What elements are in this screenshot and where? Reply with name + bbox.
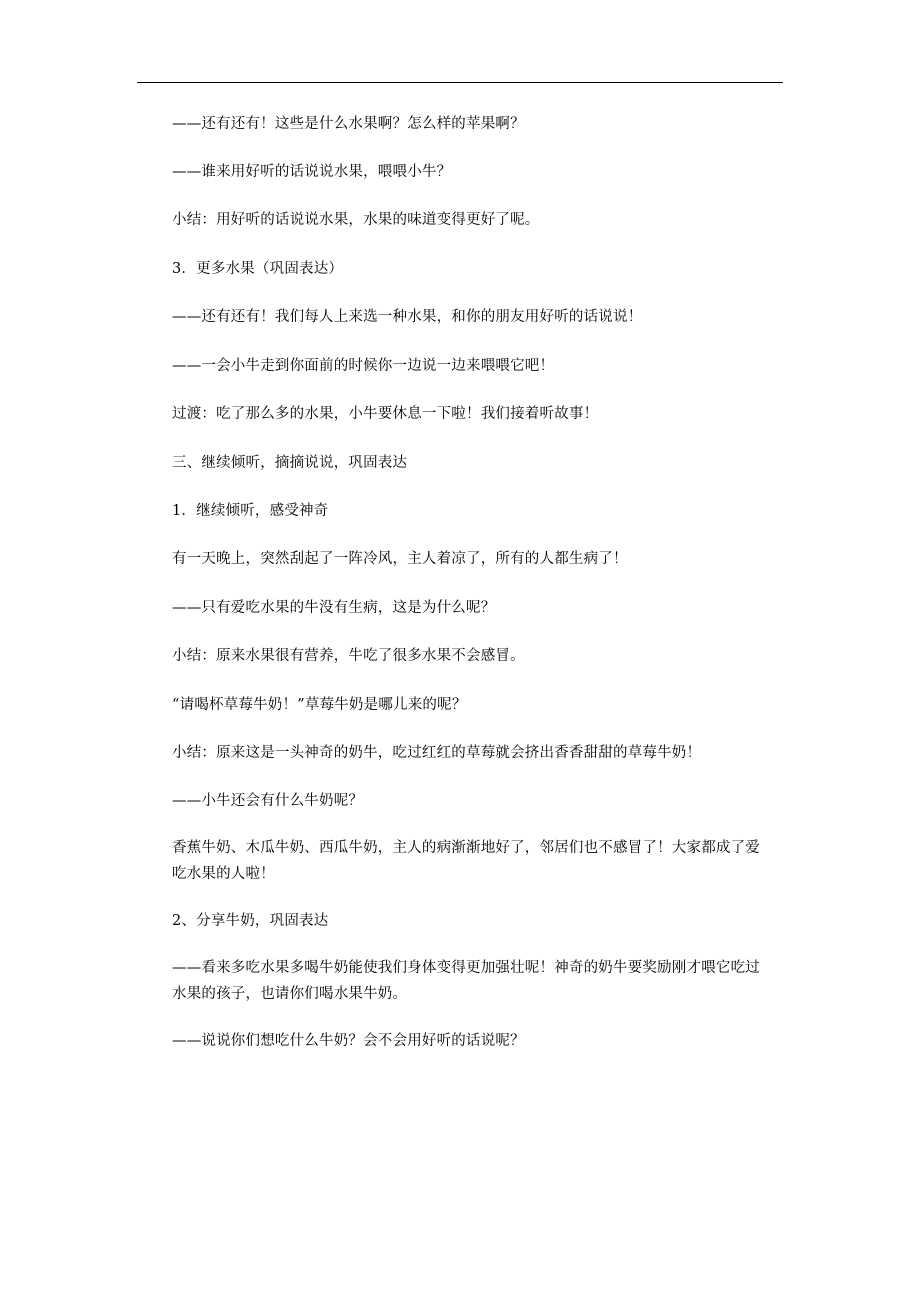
paragraph: 有一天晚上，突然刮起了一阵冷风，主人着凉了，所有的人都生病了！ [172, 551, 628, 567]
section-heading: 1．继续倾听，感受神奇 [172, 503, 329, 519]
summary-paragraph: 小结：原来这是一头神奇的奶牛，吃过红红的草莓就会挤出香香甜甜的草莓牛奶！ [172, 745, 702, 761]
section-heading: 3．更多水果（巩固表达） [172, 261, 344, 277]
section-heading: 三、继续倾听，摘摘说说，巩固表达 [172, 455, 408, 471]
section-heading: 2、分享牛奶，巩固表达 [172, 913, 329, 929]
paragraph: ——看来多吃水果多喝牛奶能使我们身体变得更加强壮呢！神奇的奶牛要奖励刚才喂它吃过水果的孩子，也请你们喝水果牛奶。 [172, 960, 760, 1002]
paragraph: 香蕉牛奶、木瓜牛奶、西瓜牛奶，主人的病渐渐地好了，邻居们也不感冒了！大家都成了爱吃水果的人啦！ [172, 840, 760, 882]
paragraph: ——谁来用好听的话说说水果，喂喂小牛？ [172, 164, 452, 180]
summary-paragraph: 小结：原来水果很有营养，牛吃了很多水果不会感冒。 [172, 648, 525, 664]
summary-paragraph: 小结：用好听的话说说水果，水果的味道变得更好了呢。 [172, 212, 540, 228]
paragraph: “请喝杯草莓牛奶！”草莓牛奶是哪儿来的呢？ [172, 697, 467, 713]
paragraph: ——只有爱吃水果的牛没有生病，这是为什么呢？ [172, 600, 496, 616]
transition-paragraph: 过渡：吃了那么多的水果，小牛要休息一下啦！我们接着听故事！ [172, 406, 599, 422]
paragraph: ——一会小牛走到你面前的时候你一边说一边来喂喂它吧！ [172, 358, 555, 374]
paragraph: ——说说你们想吃什么牛奶？会不会用好听的话说呢？ [172, 1033, 525, 1049]
header-rule [137, 82, 783, 83]
paragraph: ——小牛还会有什么牛奶呢？ [172, 793, 364, 809]
paragraph: ——还有还有！我们每人上来选一种水果，和你的朋友用好听的话说说！ [172, 309, 643, 325]
paragraph: ——还有还有！这些是什么水果啊？怎么样的苹果啊？ [172, 116, 525, 132]
